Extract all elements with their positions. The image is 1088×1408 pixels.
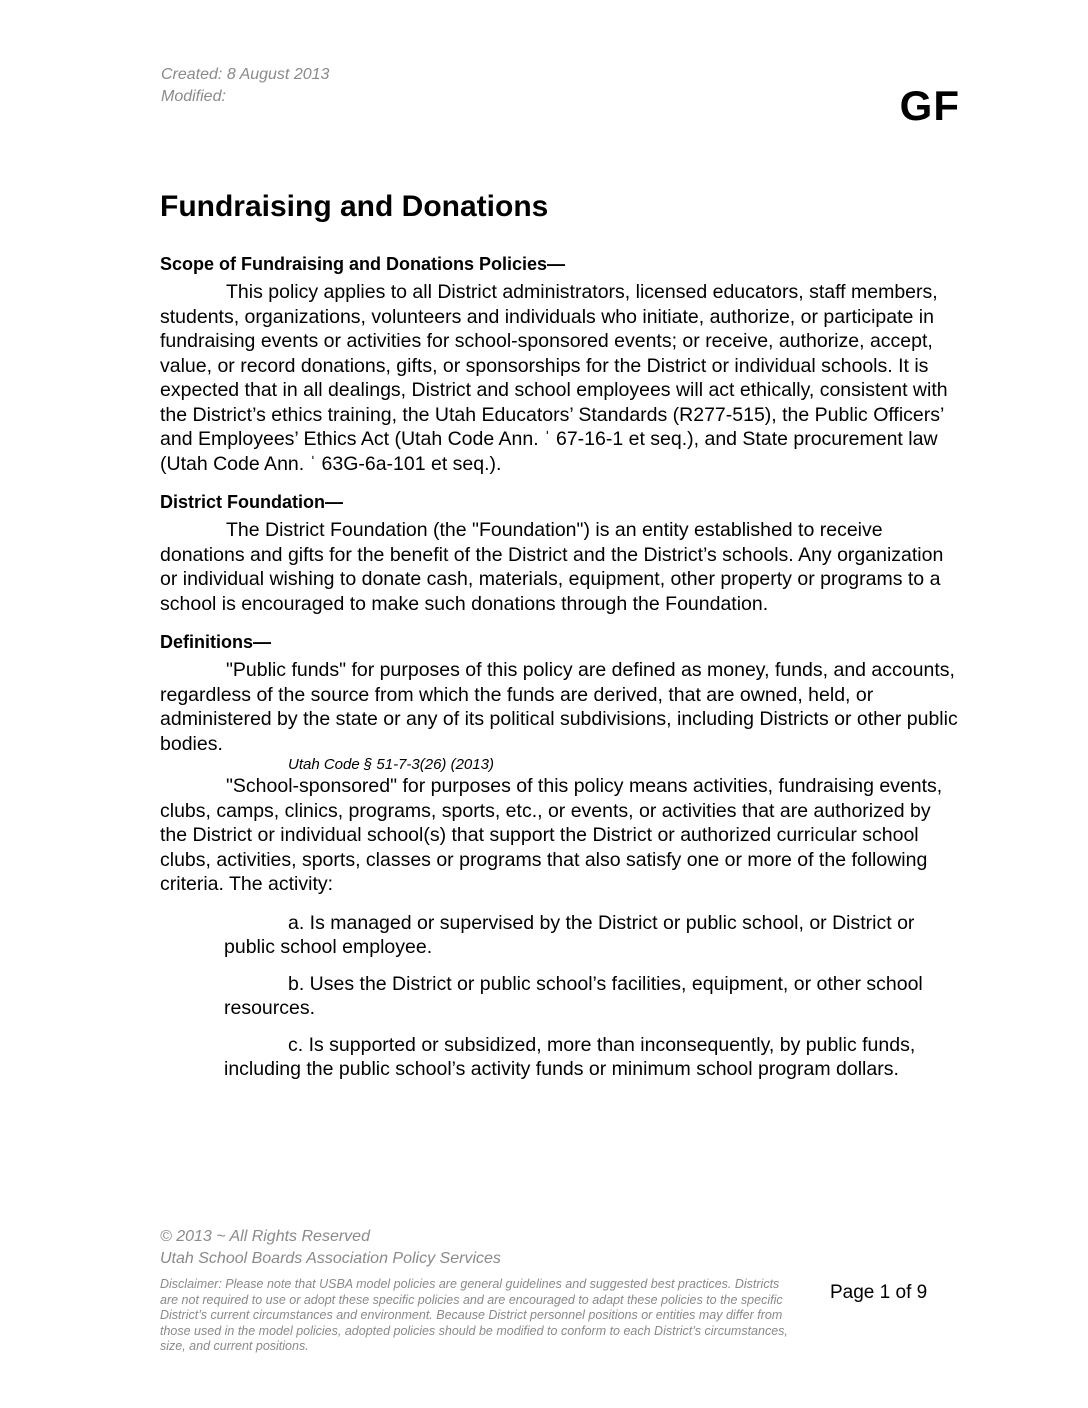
- modified-date: Modified:: [161, 88, 226, 105]
- org-name: Utah School Boards Association Policy Services: [160, 1250, 501, 1267]
- foundation-heading: District Foundation—: [160, 492, 343, 512]
- policy-code: GF: [899, 82, 960, 129]
- page-number: Page 1 of 9: [830, 1282, 928, 1303]
- copyright-text: © 2013 ~ All Rights Reserved: [160, 1228, 370, 1245]
- page-title: Fundraising and Donations: [160, 190, 549, 223]
- scope-heading: Scope of Fundraising and Donations Policies—: [160, 254, 566, 274]
- criteria-item-a: a. Is managed or supervised by the District or public school, or District or public school employee.: [224, 911, 915, 958]
- criteria-item-b: b. Uses the District or public school’s facilities, equipment, or other school resources.: [224, 972, 923, 1019]
- document-meta: [161, 64, 329, 108]
- school-sponsored-definition: "School-sponsored" for purposes of this policy means activities, fundraising events, clubs, camps, clinics, programs, sports, etc., or events, or activities that are authorized by the District or individual school(s) that support the District or authorized curricular school clubs, activities, sports, classes or programs that also satisfy one or more of the following criteria. The activity:: [160, 775, 943, 895]
- policy-body: [160, 252, 960, 1094]
- criteria-item-c: c. Is supported or subsidized, more than inconsequently, by public funds, including the public school’s activity funds or minimum school program dollars.: [224, 1033, 916, 1080]
- disclaimer-text: Disclaimer: Please note that USBA model policies are general guidelines and suggested best practices. Districts are not required to use or adopt these specific policies and are encouraged to adapt these policies to the specific District’s current circumstances and environment. Because District personnel positions or entities may differ from those used in the model policies, adopted policies should be modified to conform to each District’s circumstances, size, and current positions.: [160, 1277, 788, 1353]
- created-date: Created: 8 August 2013: [161, 66, 330, 83]
- scope-section: [160, 252, 960, 476]
- definitions-heading: Definitions—: [160, 632, 271, 652]
- public-funds-definition: "Public funds" for purposes of this policy are defined as money, funds, and accounts, regardless of the source from which the funds are derived, that are owned, held, or administered by the state or any of its political subdivisions, including Districts or other public bodies.: [160, 659, 958, 755]
- footer-rights: [160, 1226, 501, 1270]
- scope-paragraph: This policy applies to all District administrators, licensed educators, staff members, students, organizations, volunteers and individuals who initiate, authorize, or participate in fundraising events or activities for school-sponsored events; or receive, authorize, accept, value, or record donations, gifts, or sponsorships for the District or individual schools. It is expected that in all dealings, District and school employees will act ethically, consistent with the District’s ethics training, the Utah Educators’ Standards (R277-515), the Public Officers’ and Employees’ Ethics Act (Utah Code Ann. ˈ 67-16-1 et seq.), and State procurement law (Utah Code Ann. ˈ 63G-6a-101 et seq.).: [160, 281, 948, 475]
- foundation-section: [160, 490, 960, 616]
- foundation-paragraph: The District Foundation (the "Foundation") is an entity established to receive donations and gifts for the benefit of the District and the District’s schools. Any organization or individual wishing to donate cash, materials, equipment, other property or programs to a school is encouraged to make such donations through the Foundation.: [160, 519, 944, 615]
- public-funds-citation: Utah Code § 51-7-3(26) (2013): [288, 756, 494, 773]
- definitions-section: [160, 630, 960, 1082]
